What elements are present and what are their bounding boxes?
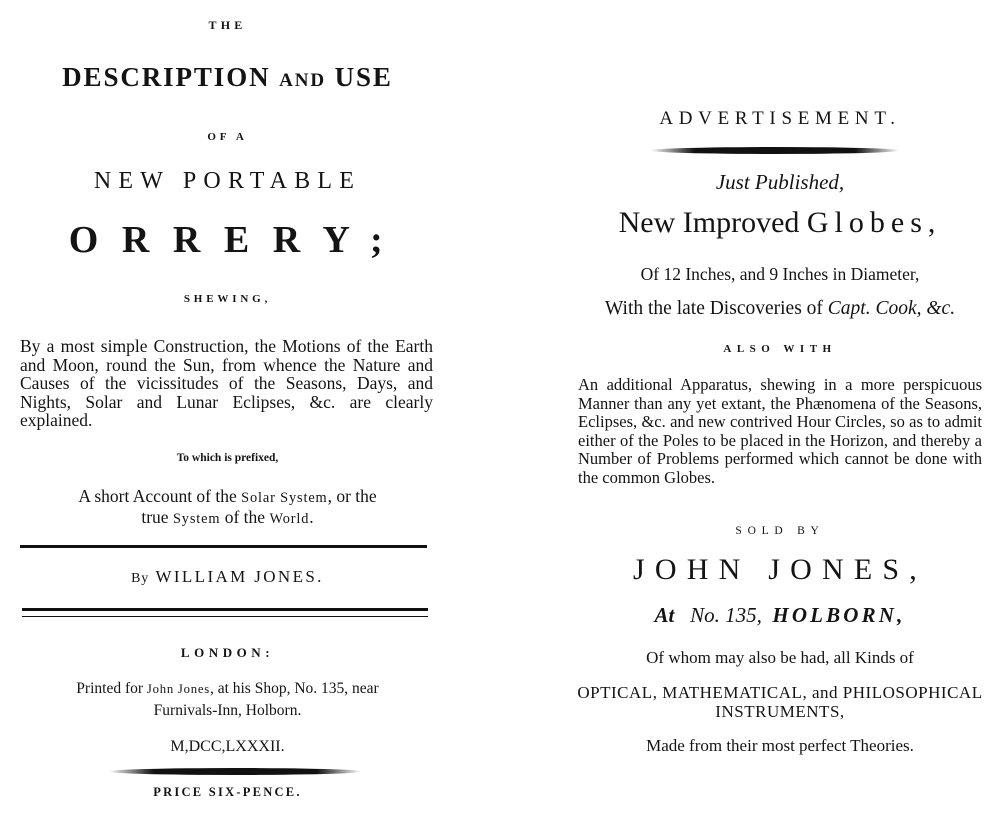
title-page [0,0,455,820]
advertisement-heading: ADVERTISEMENT. [659,108,901,129]
seller-address: At No. 135, HOLBORN, [654,603,906,627]
also-had: Of whom may also be had, all Kinds of [646,648,914,667]
heading-ornament [650,147,900,154]
globes-title: New Improved Globes, [618,206,942,239]
also-with: ALSO WITH [723,343,837,355]
title-line-description [0,62,455,93]
title-orrery: ORRERY; [68,219,407,261]
divider-rule [20,545,427,548]
double-rule-bottom [22,616,428,617]
theories: Made from their most perfect Theories. [646,736,914,755]
title-and: AND [279,70,326,91]
double-rule-top [22,608,428,611]
imprint-date: M,DCC,LXXXII. [170,738,285,755]
price: PRICE SIX-PENCE. [153,785,302,799]
discoveries: With the late Discoveries of Capt. Cook, &c. [604,298,956,319]
instruments: OPTICAL, MATHEMATICAL, and PHILOSOPHICAL INSTRUMENTS, [577,683,983,721]
short-account: A short Account of the Solar System, or the true System of the World. [78,486,377,527]
title-new-portable: NEW PORTABLE [93,168,362,194]
author-line: By WILLIAM JONES. [131,567,324,586]
imprint-london: LONDON: [180,645,275,660]
ornamental-rule [108,768,362,775]
title-use: USE [334,62,393,92]
globe-sizes: Of 12 Inches, and 9 Inches in Diameter, [640,264,920,284]
orrery-description: By a most simple Construction, the Motions of the Earth and Moon, round the Sun, from whence the Nature and Causes of the vicissitudes of the Seasons, Days, and Nights, Solar and Lunar Eclipses, &c. are clearly explained. [20,336,433,430]
title-shewing: SHEWING, [183,293,272,305]
title-description: DESCRIPTION [62,62,271,92]
title-of-a: OF A [207,131,248,143]
seller-name: JOHN JONES, [633,553,927,586]
apparatus-description: An additional Apparatus, shewing in a more perspicuous Manner than any yet extant, the Phænomena of the Seasons, Eclipses, &c. and new contrived Hour Circles, so as to admit either of the Poles to be placed in the Horizon, and thereby a Number of Problems performed which cannot be done with the common Globes. [578,375,982,487]
author-name: WILLIAM JONES. [155,567,324,586]
advertisement-page [560,0,1000,820]
prefixed-note: To which is prefixed, [176,452,279,464]
title-the: THE [208,18,247,32]
just-published: Just Published, [715,170,845,194]
sold-by: SOLD BY [735,525,825,537]
imprint-printer: Printed for John Jones, at his Shop, No. 135, near Furnivals-Inn, Holborn. [76,680,379,719]
